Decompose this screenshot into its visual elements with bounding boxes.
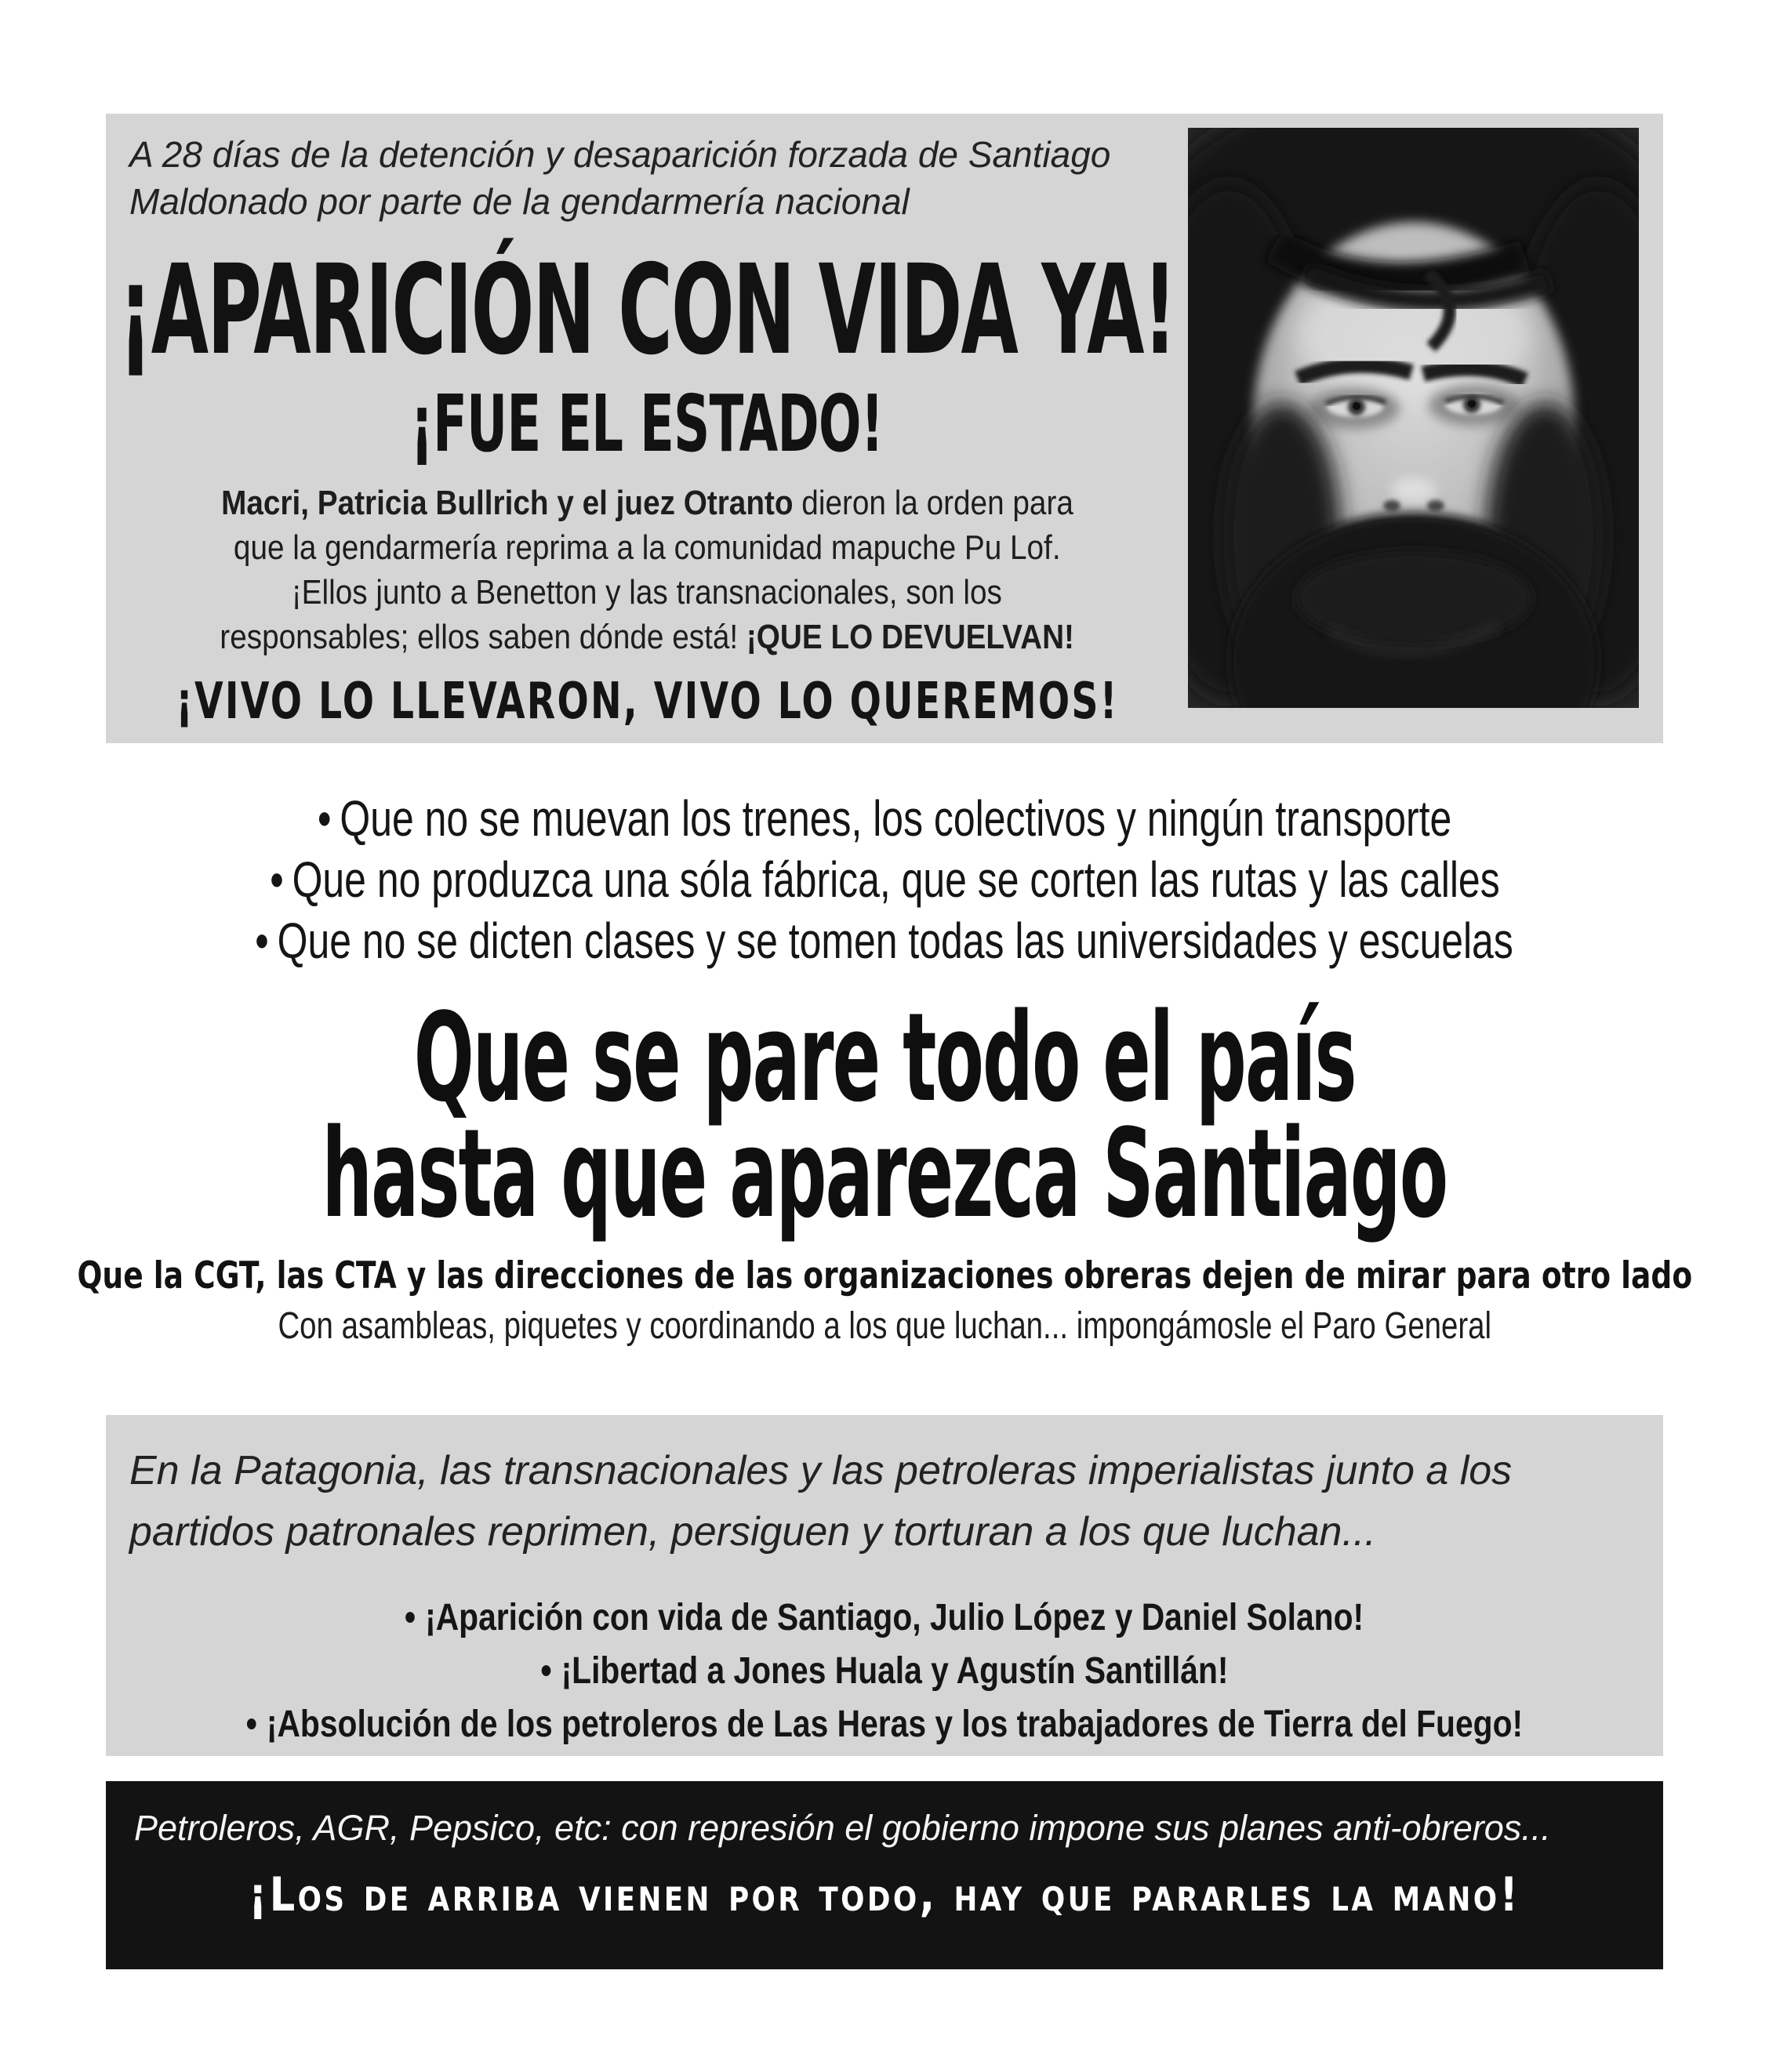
- patagonia-demand-list: [106, 1591, 1663, 1751]
- accusation-paragraph: [106, 481, 1188, 659]
- patagonia-demand-item: [106, 1591, 1663, 1644]
- bottom-bar-slogan: ¡Los de arriba vienen por todo, hay que pararles la mano!: [248, 1867, 1521, 1922]
- bottom-bar-context-line: Petroleros, AGR, Pepsico, etc: con represión el gobierno impone sus planes anti-obreros...: [134, 1808, 1551, 1848]
- patagonia-intro-line: partidos patronales reprimen, persiguen y torturan a los que luchan...: [129, 1509, 1376, 1555]
- accusation-text: que la gendarmería reprima a la comunidad mapuche Pu Lof.: [233, 528, 1061, 567]
- accused-names: Macri, Patricia Bullrich y el juez Otranto: [220, 483, 794, 522]
- bullet-marker: •: [269, 851, 284, 908]
- vivo-slogan: ¡VIVO LO LLEVARON, VIVO LO QUEREMOS!: [175, 673, 1119, 731]
- patagonia-demand-item: [106, 1697, 1663, 1751]
- strike-headline-line2: hasta que aparezca Santiago: [321, 1102, 1448, 1245]
- accusation-line: [106, 481, 1188, 525]
- demand-text: Que no se muevan los trenes, los colectivos y ningún transporte: [340, 790, 1452, 847]
- accusation-line: [106, 525, 1188, 570]
- patagonia-panel: [106, 1415, 1663, 1756]
- demand-return: ¡QUE LO DEVUELVAN!: [746, 617, 1074, 656]
- patagonia-demand-text: ¡Aparición con vida de Santiago, Julio López y Daniel Solano!: [425, 1596, 1364, 1638]
- accusation-text: dieron la orden para: [793, 483, 1073, 522]
- patagonia-intro-line: En la Patagonia, las transnacionales y las petroleras imperialistas junto a los: [129, 1448, 1513, 1493]
- demand-item: [106, 849, 1663, 910]
- bullet-marker: •: [405, 1596, 416, 1638]
- cgt-call: [77, 1250, 1692, 1351]
- vivo-slogan-row: [106, 670, 1188, 733]
- intro-line: A 28 días de la detención y desaparición forzada de Santiago: [129, 134, 1111, 175]
- accusation-line: [106, 570, 1188, 615]
- demands-section: [77, 788, 1692, 1351]
- accusation-text: ¡Ellos junto a Benetton y las transnacionales, son los: [291, 572, 1003, 611]
- santiago-portrait-photo: [1188, 128, 1639, 708]
- bullet-marker: •: [540, 1649, 552, 1692]
- headline-sub-row: [106, 377, 1188, 470]
- cgt-call-bold-line: Que la CGT, las CTA y las direcciones de las organizaciones obreras dejen de mirar para otro lado: [77, 1254, 1692, 1297]
- intro-paragraph: [129, 131, 1188, 225]
- top-panel: [106, 114, 1663, 743]
- bottom-bar: [106, 1781, 1663, 1969]
- accusation-text: responsables; ellos saben dónde está!: [220, 617, 746, 656]
- bullet-marker: •: [255, 913, 270, 969]
- demand-item: [106, 788, 1663, 849]
- strike-headline-line1: Que se pare todo el país: [413, 986, 1356, 1129]
- demand-item: [106, 910, 1663, 971]
- intro-line: Maldonado por parte de la gendarmería nacional: [129, 181, 910, 222]
- headline-main-row: [106, 238, 1188, 383]
- demand-list: [106, 788, 1663, 971]
- patagonia-demand-text: ¡Absolución de los petroleros de Las Heras y los trabajadores de Tierra del Fuego!: [266, 1703, 1524, 1745]
- cgt-call-regular-line: Con asambleas, piquetes y coordinando a los que luchan... impongámosle el Paro General: [278, 1305, 1491, 1347]
- bullet-marker: •: [317, 790, 332, 847]
- headline-main: ¡APARICIÓN CON VIDA YA!: [118, 238, 1175, 383]
- demand-text: Que no se dicten clases y se tomen todas las universidades y escuelas: [278, 913, 1514, 969]
- demand-text: Que no produzca una sóla fábrica, que se corten las rutas y las calles: [292, 851, 1500, 908]
- patagonia-demand-text: ¡Libertad a Jones Huala y Agustín Santillán!: [561, 1649, 1229, 1692]
- strike-headline: [106, 986, 1663, 1245]
- patagonia-intro: [129, 1440, 1663, 1562]
- top-panel-text-column: [106, 114, 1188, 733]
- headline-sub: ¡FUE EL ESTADO!: [410, 377, 884, 470]
- accusation-line: [106, 615, 1188, 659]
- bullet-marker: •: [245, 1703, 258, 1745]
- patagonia-demand-item: [106, 1644, 1663, 1697]
